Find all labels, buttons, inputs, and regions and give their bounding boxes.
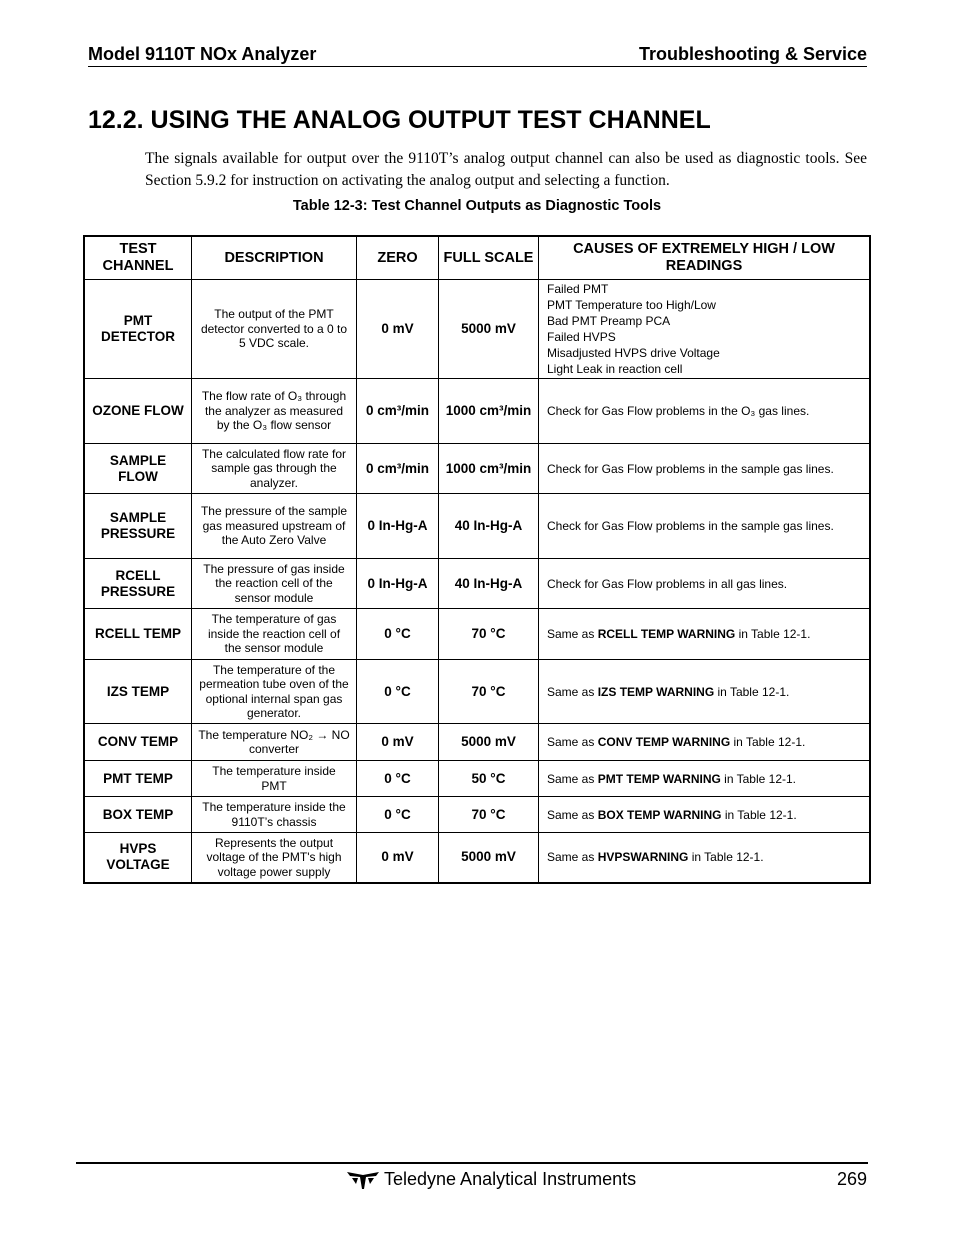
description-cell: Represents the output voltage of the PMT's high voltage power supply [192, 833, 357, 883]
full-scale-cell: 1000 cm³/min [439, 379, 539, 444]
cause-text: in Table 12-1. [735, 627, 811, 641]
zero-cell: 0 °C [357, 609, 439, 660]
cause-text: in Table 12-1. [730, 735, 806, 749]
zero-cell: 0 °C [357, 797, 439, 833]
full-scale-cell: 50 °C [439, 761, 539, 797]
channel-cell: SAMPLE FLOW [84, 444, 192, 494]
header-causes: CAUSES OF EXTREMELY HIGH / LOW READINGS [539, 236, 871, 280]
causes-cell: Check for Gas Flow problems in the sample gas lines. [539, 494, 871, 559]
table-row [84, 761, 870, 797]
causes-cell: Check for Gas Flow problems in the O₃ gas lines. [539, 379, 871, 444]
cause-item: Failed PMT [547, 282, 609, 296]
cause-text: Same as [547, 684, 598, 699]
header-test-channel: TEST CHANNEL [84, 236, 192, 280]
description-cell: The temperature NO₂ → NO converter [192, 724, 357, 761]
full-scale-cell: 70 °C [439, 660, 539, 724]
full-scale-cell: 40 In-Hg-A [439, 494, 539, 559]
channel-cell: OZONE FLOW [84, 379, 192, 444]
channel-cell: CONV TEMP [84, 724, 192, 761]
page-number: 269 [836, 1169, 867, 1189]
channel-cell: HVPS VOLTAGE [84, 833, 192, 883]
zero-cell: 0 °C [357, 660, 439, 724]
description-cell: The calculated flow rate for sample gas through the analyzer. [192, 444, 357, 494]
cause-text: Same as [547, 771, 598, 786]
full-scale-cell: 5000 mV [439, 833, 539, 883]
zero-cell: 0 In-Hg-A [357, 494, 439, 559]
description-cell: The temperature inside PMT [192, 761, 357, 797]
section-title: 12.2. USING THE ANALOG OUTPUT TEST CHANNEL [88, 106, 711, 134]
table-row [84, 609, 870, 660]
zero-cell: 0 mV [357, 833, 439, 883]
zero-cell: 0 °C [357, 761, 439, 797]
cause-warning-name: HVPSWARNING [597, 850, 689, 865]
description-cell: The flow rate of O₃ through the analyzer as measured by the O₃ flow sensor [192, 379, 357, 444]
cause-text: in Table 12-1. [720, 771, 796, 786]
cause-text: Same as [547, 850, 598, 865]
table-row [84, 724, 870, 761]
cause-warning-name: BOX TEMP WARNING [597, 807, 722, 822]
table-caption: Table 12-3: Test Channel Outputs as Diagnostic Tools [292, 198, 662, 214]
full-scale-cell: 5000 mV [439, 280, 539, 379]
cause-warning-name: IZS TEMP WARNING [597, 684, 715, 699]
causes-cell: Check for Gas Flow problems in all gas lines. [539, 559, 871, 609]
cause-warning-name: PMT TEMP WARNING [597, 771, 721, 786]
page-header [88, 44, 867, 67]
test-channel-table [83, 235, 871, 884]
cause-text: Same as [547, 735, 598, 749]
header-section: Troubleshooting & Service [638, 44, 867, 64]
cause-item: Misadjusted HVPS drive Voltage [547, 346, 720, 360]
cause-text: in Table 12-1. [714, 684, 790, 699]
intro-paragraph: The signals available for output over the 9110T’s analog output channel can also be used as diagnostic tools. See Section 5.9.2 for instruction on activating the analog output and selecting a function. [145, 150, 867, 189]
channel-cell: PMT DETECTOR [84, 280, 192, 379]
causes-cell [539, 761, 871, 797]
table-row [84, 797, 870, 833]
cause-item: PMT Temperature too High/Low [547, 298, 716, 312]
table-row [84, 494, 870, 559]
header-zero: ZERO [357, 236, 439, 280]
header-model: Model 9110T NOx Analyzer [88, 44, 317, 64]
page-footer [0, 1169, 954, 1193]
header-description: DESCRIPTION [192, 236, 357, 280]
footer-brand [346, 1169, 636, 1190]
header-full-scale: FULL SCALE [439, 236, 539, 280]
table-row [84, 660, 870, 724]
full-scale-cell: 1000 cm³/min [439, 444, 539, 494]
cause-warning-name: RCELL TEMP WARNING [597, 627, 736, 641]
footer-company: Teledyne Analytical Instruments [384, 1169, 637, 1189]
causes-cell [539, 797, 871, 833]
full-scale-cell: 40 In-Hg-A [439, 559, 539, 609]
causes-cell [539, 660, 871, 724]
description-cell: The output of the PMT detector converted to a 0 to 5 VDC scale. [192, 280, 357, 379]
causes-cell [539, 724, 871, 761]
full-scale-cell: 70 °C [439, 797, 539, 833]
channel-cell: IZS TEMP [84, 660, 192, 724]
footer-rule [76, 1162, 868, 1164]
table-row [84, 280, 870, 379]
causes-cell: Check for Gas Flow problems in the sample gas lines. [539, 444, 871, 494]
cause-text: Same as [547, 627, 598, 641]
description-cell: The pressure of the sample gas measured upstream of the Auto Zero Valve [192, 494, 357, 559]
teledyne-logo-icon [346, 1170, 380, 1190]
description-cell: The pressure of gas inside the reaction cell of the sensor module [192, 559, 357, 609]
full-scale-cell: 70 °C [439, 609, 539, 660]
cause-text: in Table 12-1. [688, 850, 764, 865]
cause-item: Light Leak in reaction cell [547, 362, 683, 376]
cause-warning-name: CONV TEMP WARNING [597, 735, 731, 749]
zero-cell: 0 mV [357, 724, 439, 761]
table-row [84, 559, 870, 609]
causes-cell [539, 833, 871, 883]
description-cell: The temperature of the permeation tube oven of the optional internal span gas generator. [192, 660, 357, 724]
zero-cell: 0 In-Hg-A [357, 559, 439, 609]
causes-cell [539, 280, 871, 379]
table-row [84, 379, 870, 444]
description-cell: The temperature of gas inside the reaction cell of the sensor module [192, 609, 357, 660]
table-header-row [84, 236, 870, 280]
cause-text: Same as [547, 807, 598, 822]
cause-item: Bad PMT Preamp PCA [547, 314, 671, 328]
description-cell: The temperature inside the 9110T’s chassis [192, 797, 357, 833]
cause-text: in Table 12-1. [721, 807, 797, 822]
full-scale-cell: 5000 mV [439, 724, 539, 761]
zero-cell: 0 mV [357, 280, 439, 379]
channel-cell: PMT TEMP [84, 761, 192, 797]
cause-item: Failed HVPS [547, 330, 616, 344]
channel-cell: RCELL PRESSURE [84, 559, 192, 609]
channel-cell: RCELL TEMP [84, 609, 192, 660]
zero-cell: 0 cm³/min [357, 444, 439, 494]
causes-cell [539, 609, 871, 660]
zero-cell: 0 cm³/min [357, 379, 439, 444]
table-row [84, 444, 870, 494]
channel-cell: SAMPLE PRESSURE [84, 494, 192, 559]
table-row [84, 833, 870, 883]
channel-cell: BOX TEMP [84, 797, 192, 833]
